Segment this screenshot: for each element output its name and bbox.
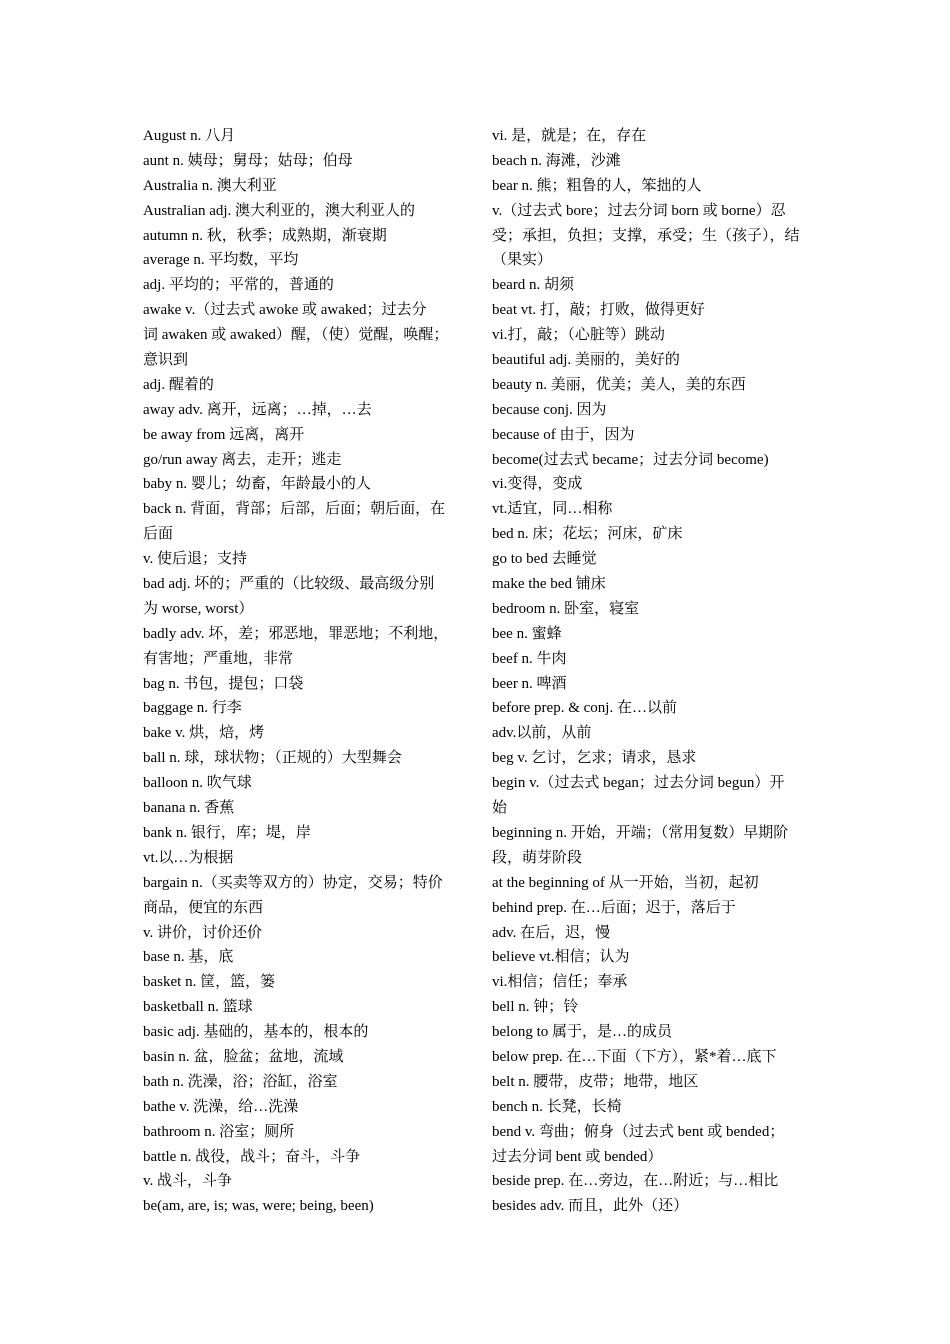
vocab-line: at the beginning of 从一开始，当初，起初 [492, 874, 759, 891]
vocab-line: v. 使后退；支持 [143, 551, 248, 568]
vocab-line: bank n. 银行，库；堤，岸 [143, 824, 311, 841]
vocab-line: adj. 平均的；平常的，普通的 [143, 277, 334, 294]
vocab-line: go to bed 去睡觉 [492, 551, 597, 568]
vocab-line: besides adv. 而且，此外（还） [492, 1198, 689, 1215]
vocab-line: basic adj. 基础的，基本的，根本的 [143, 1024, 369, 1041]
left-column [143, 124, 463, 1219]
vocab-line: adv.以前，从前 [492, 725, 592, 742]
vocab-line: vi.相信；信任；奉承 [492, 974, 628, 991]
vocab-line: vt.适宜，同…相称 [492, 501, 613, 518]
vocab-line: 后面 [143, 526, 174, 543]
vocab-line: bed n. 床；花坛；河床，矿床 [492, 526, 683, 543]
vocab-line: baggage n. 行李 [143, 700, 242, 717]
vocab-line: awake v.（过去式 awoke 或 awaked；过去分 [143, 302, 427, 319]
vocab-line: adj. 醒着的 [143, 376, 214, 393]
vocab-line: below prep. 在…下面（下方），紧*着…底下 [492, 1048, 777, 1065]
vocab-line: Australia n. 澳大利亚 [143, 177, 277, 194]
vocab-line: 过去分词 bent 或 bended） [492, 1148, 663, 1165]
vocab-line: beef n. 牛肉 [492, 650, 567, 667]
vocab-line: because conj. 因为 [492, 401, 607, 418]
vocab-line: bench n. 长凳，长椅 [492, 1098, 622, 1115]
vocab-line: baby n. 婴儿；幼畜，年龄最小的人 [143, 476, 371, 493]
vocab-line: bear n. 熊；粗鲁的人，笨拙的人 [492, 177, 702, 194]
vocab-line: go/run away 离去，走开；逃走 [143, 451, 342, 468]
vocab-line: autumn n. 秋，秋季；成熟期，渐衰期 [143, 227, 387, 244]
vocab-line: bad adj. 坏的；严重的（比较级、最高级分别 [143, 576, 435, 593]
vocab-line: make the bed 铺床 [492, 576, 606, 593]
vocab-line: vt.以…为根据 [143, 849, 234, 866]
vocab-line: August n. 八月 [143, 128, 236, 144]
vocab-line: 意识到 [143, 352, 189, 369]
vocab-line: 词 awaken 或 awaked）醒，（使）觉醒，唤醒； [143, 327, 449, 344]
vocab-line: bedroom n. 卧室，寝室 [492, 600, 640, 617]
vocab-line: begin v.（过去式 began；过去分词 begun）开 [492, 775, 785, 792]
vocab-line: banana n. 香蕉 [143, 800, 235, 817]
vocab-line: 商品，便宜的东西 [143, 899, 264, 916]
vocab-line: 始 [492, 800, 508, 817]
right-column [492, 124, 814, 1219]
vocab-line: beg v. 乞讨，乞求；请求，恳求 [492, 750, 697, 767]
vocab-line: Australian adj. 澳大利亚的，澳大利亚人的 [143, 202, 416, 219]
vocab-line: become(过去式 became；过去分词 become) [492, 451, 769, 468]
vocab-line: beginning n. 开始，开端；（常用复数）早期阶 [492, 824, 789, 841]
vocab-line: because of 由于，因为 [492, 426, 635, 443]
vocab-line: basketball n. 篮球 [143, 999, 253, 1016]
vocab-line: away adv. 离开，远离；…掉，…去 [143, 401, 372, 418]
vocab-line: beard n. 胡须 [492, 277, 575, 294]
vocab-line: adv. 在后，迟，慢 [492, 924, 611, 941]
vocab-line: 受；承担，负担；支撑，承受；生（孩子），结 [492, 227, 800, 244]
vocab-line: vi. 是，就是；在，存在 [492, 128, 647, 144]
vocab-line: basin n. 盆，脸盆；盆地，流域 [143, 1048, 344, 1065]
vocab-line: beauty n. 美丽，优美；美人，美的东西 [492, 376, 746, 393]
vocab-line: believe vt.相信；认为 [492, 949, 630, 966]
vocab-line: balloon n. 吹气球 [143, 775, 252, 792]
vocab-line: bath n. 洗澡，浴；浴缸，浴室 [143, 1073, 338, 1090]
vocab-line: 为 worse, worst） [143, 600, 254, 617]
vocab-line: belt n. 腰带，皮带；地带，地区 [492, 1073, 699, 1090]
vocab-line: beach n. 海滩，沙滩 [492, 152, 621, 169]
vocab-line: （果实） [492, 252, 553, 269]
vocab-line: battle n. 战役，战斗；奋斗，斗争 [143, 1148, 361, 1165]
vocab-line: bake v. 烘，焙，烤 [143, 725, 265, 742]
vocab-line: base n. 基，底 [143, 949, 234, 966]
vocab-line: v.（过去式 bore；过去分词 born 或 borne）忍 [492, 202, 786, 219]
vocab-line: bend v. 弯曲；俯身（过去式 bent 或 bended； [492, 1123, 785, 1140]
vocab-line: average n. 平均数，平均 [143, 252, 299, 269]
vocab-line: vi.打，敲；（心脏等）跳动 [492, 327, 665, 344]
vocab-line: ball n. 球，球状物；（正规的）大型舞会 [143, 750, 402, 767]
vocab-line: v. 战斗，斗争 [143, 1173, 233, 1190]
vocab-line: vi.变得，变成 [492, 476, 583, 493]
vocab-line: belong to 属于，是…的成员 [492, 1024, 672, 1041]
vocab-line: 段，萌芽阶段 [492, 849, 583, 866]
vocab-line: beautiful adj. 美丽的，美好的 [492, 352, 680, 369]
vocab-line: bag n. 书包，提包；口袋 [143, 675, 304, 692]
vocab-line: badly adv. 坏，差；邪恶地，罪恶地；不利地， [143, 625, 449, 642]
vocab-line: v. 讲价，讨价还价 [143, 924, 263, 941]
vocab-line: aunt n. 姨母；舅母；姑母；伯母 [143, 152, 353, 169]
vocab-line: bathroom n. 浴室；厕所 [143, 1123, 295, 1140]
vocab-line: bathe v. 洗澡，给…洗澡 [143, 1098, 299, 1115]
vocab-line: beer n. 啤酒 [492, 675, 567, 692]
vocab-line: beat vt. 打，敲；打败，做得更好 [492, 302, 705, 319]
vocab-line: be away from 远离，离开 [143, 426, 305, 443]
vocab-line: bargain n.（买卖等双方的）协定，交易；特价 [143, 874, 443, 891]
vocab-line: behind prep. 在…后面；迟于，落后于 [492, 899, 736, 916]
vocab-line: basket n. 筐，篮，篓 [143, 974, 276, 991]
vocab-line: beside prep. 在…旁边，在…附近；与…相比 [492, 1173, 779, 1190]
vocab-line: be(am, are, is; was, were; being, been) [143, 1198, 374, 1215]
vocab-line: before prep. & conj. 在…以前 [492, 700, 677, 717]
vocab-line: 有害地；严重地，非常 [143, 650, 294, 667]
vocab-line: back n. 背面，背部；后部，后面；朝后面，在 [143, 501, 446, 518]
vocab-line: bell n. 钟；铃 [492, 999, 579, 1016]
vocab-line: bee n. 蜜蜂 [492, 625, 562, 642]
